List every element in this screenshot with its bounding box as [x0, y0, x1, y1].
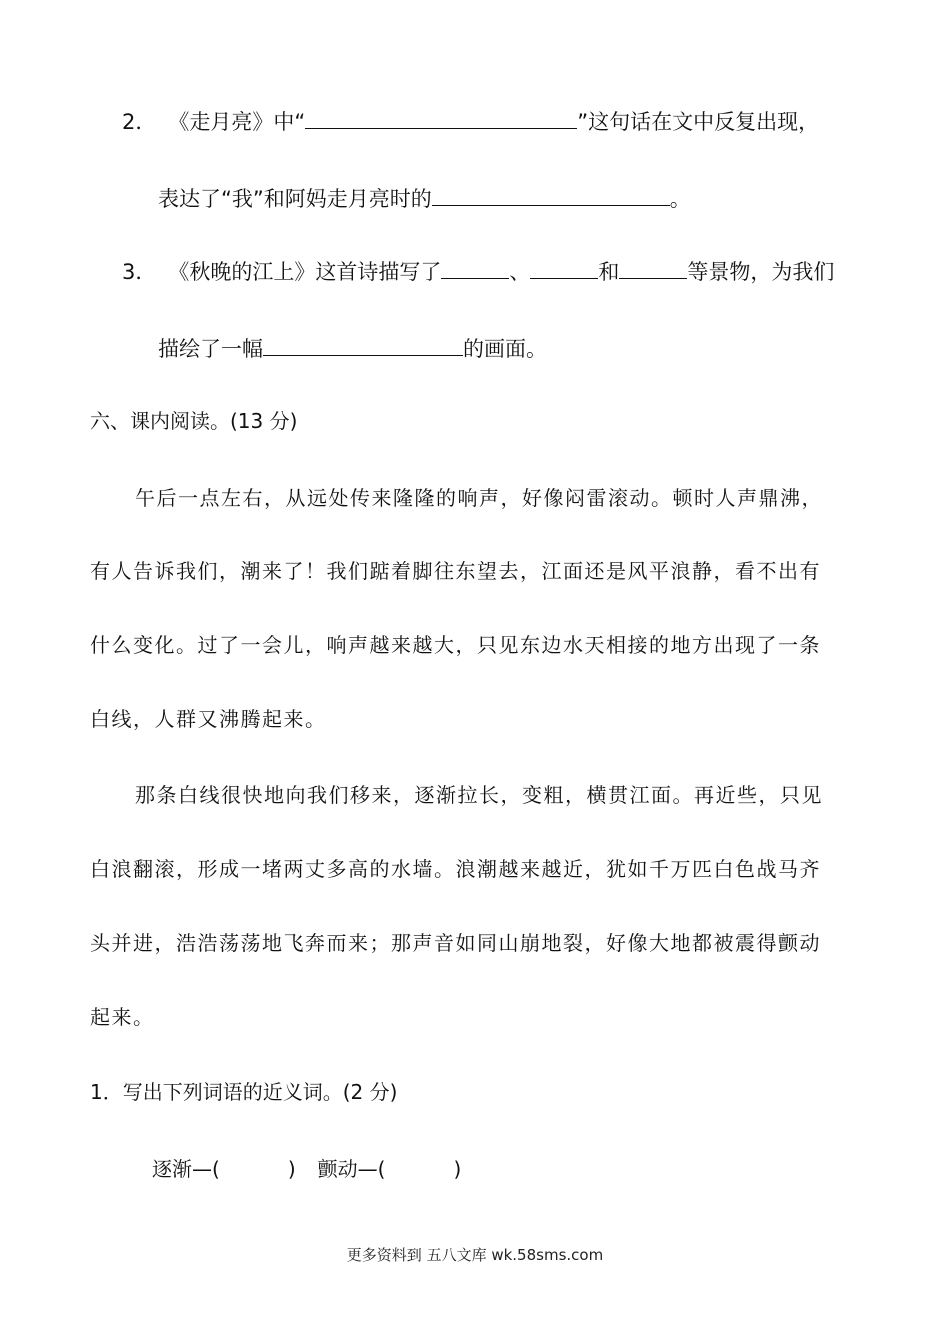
- q1-close-1: ): [287, 1157, 296, 1181]
- q3-blank-2[interactable]: [530, 256, 598, 279]
- q3-text-b: 等景物，为我们: [687, 260, 835, 284]
- q1-answers: [152, 1154, 461, 1184]
- q1-prompt: 1．写出下列词语的近义词。(2 分): [90, 1080, 398, 1104]
- q2-line2: [158, 183, 691, 214]
- q1-word-1: 逐渐—(: [152, 1157, 220, 1181]
- q2-line1: [122, 106, 819, 137]
- q3-text-d: 的画面。: [463, 337, 547, 361]
- q1-close-2: ): [453, 1157, 462, 1181]
- passage-line: 起来。: [90, 1005, 155, 1029]
- passage-line: 白线，人群又沸腾起来。: [90, 707, 327, 731]
- q2-blank-feeling[interactable]: [432, 183, 670, 206]
- passage-line: 那条白线很快地向我们移来，逐渐拉长，变粗，横贯江面。再近些，只见: [135, 783, 823, 807]
- q2-text-b: ”这句话在文中反复出现，: [577, 110, 820, 134]
- q3-sep-2: 和: [598, 260, 620, 284]
- passage-line: 有人告诉我们，潮来了！我们踮着脚往东望去，江面还是风平浪静，看不出有: [90, 559, 821, 583]
- q3-line2: [158, 333, 547, 364]
- q2-text-c: 表达了“我”和阿妈走月亮时的: [158, 187, 432, 211]
- q3-number: 3．: [122, 260, 157, 284]
- q2-number: 2．: [122, 110, 157, 134]
- footer-watermark: 更多资料到 五八文库 wk.58sms.com: [346, 1246, 604, 1264]
- q3-blank-1[interactable]: [441, 256, 509, 279]
- q3-text-a: 《秋晚的江上》这首诗描写了: [168, 260, 442, 284]
- q2-blank-sentence[interactable]: [305, 106, 577, 129]
- q3-text-c: 描绘了一幅: [158, 337, 263, 361]
- q2-text-d: 。: [669, 187, 691, 211]
- q3-blank-3[interactable]: [619, 256, 687, 279]
- passage-line: 午后一点左右，从远处传来隆隆的响声，好像闷雷滚动。顿时人声鼎沸，: [135, 486, 823, 510]
- q3-blank-picture[interactable]: [263, 333, 463, 356]
- passage-line: 白浪翻滚，形成一堵两丈多高的水墙。浪潮越来越近，犹如千万匹白色战马齐: [90, 857, 821, 881]
- passage-line: 什么变化。过了一会儿，响声越来越大，只见东边水天相接的地方出现了一条: [90, 633, 821, 657]
- passage-line: 头并进，浩浩荡荡地飞奔而来；那声音如同山崩地裂，好像大地都被震得颤动: [90, 931, 821, 955]
- q1-word-2: 颤动—(: [317, 1157, 386, 1181]
- q3-line1: [122, 256, 834, 287]
- section-6-title: 六、课内阅读。(13 分): [90, 409, 298, 433]
- q2-text-a: 《走月亮》中“: [168, 110, 306, 134]
- q3-sep-1: 、: [509, 260, 531, 284]
